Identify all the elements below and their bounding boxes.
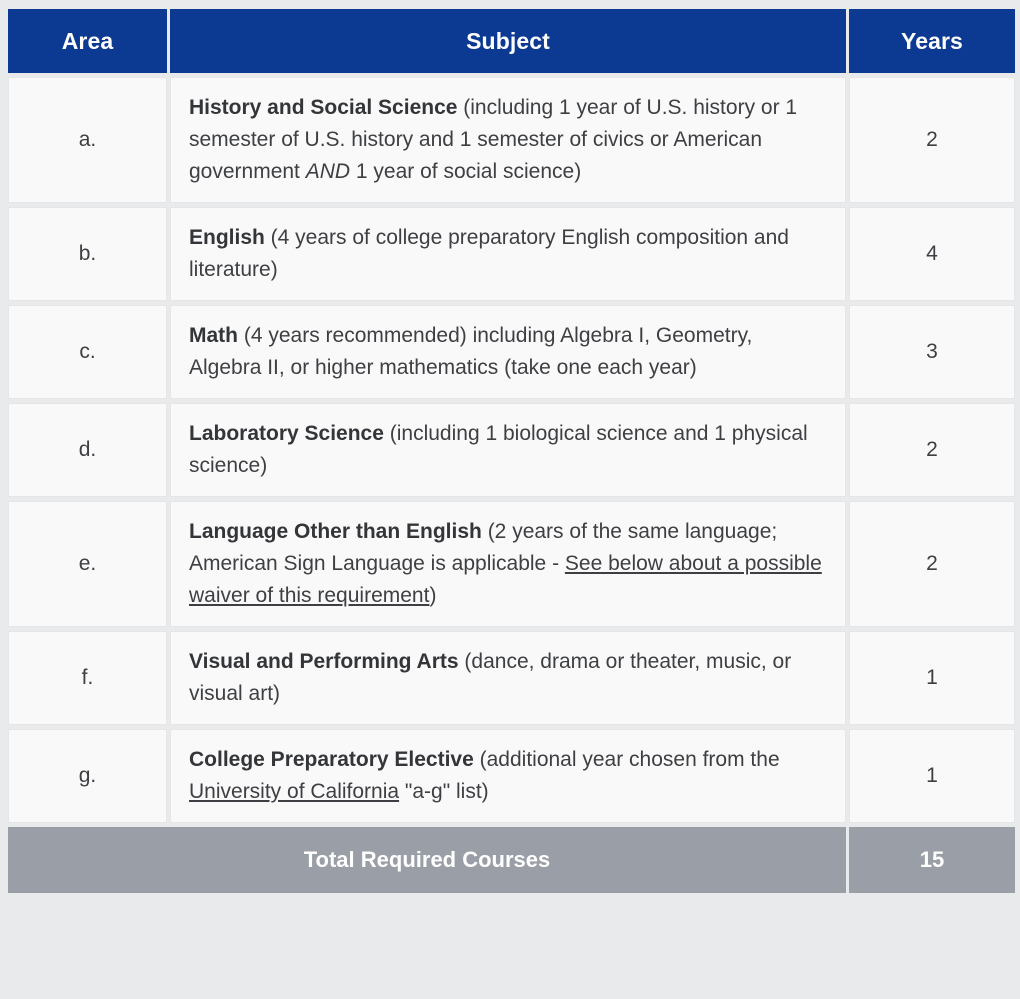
subject-description <box>170 305 846 399</box>
subject-detail-cont: "a-g" list) <box>399 780 489 803</box>
university-of-california-link[interactable]: University of California <box>189 780 400 803</box>
subject-detail: (dance, drama or theater, music, or visual art) <box>189 650 792 705</box>
course-requirements-table <box>5 5 1018 897</box>
total-required-courses-value: 15 <box>849 827 1015 893</box>
column-header-area: Area <box>8 9 167 73</box>
table-body <box>8 77 1015 823</box>
table-header <box>8 9 1015 73</box>
area-label: c. <box>8 305 167 399</box>
subject-detail: (additional year chosen from the <box>473 748 780 771</box>
subject-detail-cont: 1 year of social science) <box>350 160 582 183</box>
years-value: 4 <box>849 207 1015 301</box>
subject-emphasis: AND <box>305 160 351 183</box>
table-row <box>8 501 1015 627</box>
table-row <box>8 403 1015 497</box>
area-label: a. <box>8 77 167 203</box>
subject-title: Laboratory Science <box>189 422 384 445</box>
subject-title: Visual and Performing Arts <box>189 650 459 673</box>
years-value: 2 <box>849 501 1015 627</box>
years-value: 2 <box>849 77 1015 203</box>
footer-row <box>8 827 1015 893</box>
table-row <box>8 77 1015 203</box>
subject-description <box>170 403 846 497</box>
area-label: d. <box>8 403 167 497</box>
subject-detail: (including 1 year of U.S. history or 1 semester of U.S. history and 1 semester of civics or American government <box>189 96 798 183</box>
subject-title: History and Social Science <box>189 96 458 119</box>
waiver-link[interactable]: See below about a possible waiver of this requirement <box>189 552 822 607</box>
subject-detail: (4 years of college preparatory English composition and literature) <box>189 226 789 281</box>
subject-description <box>170 729 846 823</box>
subject-detail-cont: ) <box>429 584 437 607</box>
column-header-subject: Subject <box>170 9 846 73</box>
subject-detail: (including 1 biological science and 1 physical science) <box>189 422 808 477</box>
area-label: e. <box>8 501 167 627</box>
subject-detail: (4 years recommended) including Algebra I, Geometry, Algebra II, or higher mathematics (take one each year) <box>189 324 753 379</box>
years-value: 2 <box>849 403 1015 497</box>
subject-title: Language Other than English <box>189 520 482 543</box>
subject-description <box>170 207 846 301</box>
years-value: 1 <box>849 729 1015 823</box>
table-footer <box>8 827 1015 893</box>
subject-description <box>170 631 846 725</box>
subject-title: Math <box>189 324 238 347</box>
table-row <box>8 207 1015 301</box>
table-row <box>8 305 1015 399</box>
area-label: b. <box>8 207 167 301</box>
area-label: g. <box>8 729 167 823</box>
years-value: 3 <box>849 305 1015 399</box>
total-required-courses-label: Total Required Courses <box>8 827 846 893</box>
subject-title: English <box>189 226 265 249</box>
table-row <box>8 729 1015 823</box>
subject-title: College Preparatory Elective <box>189 748 474 771</box>
table-row <box>8 631 1015 725</box>
area-label: f. <box>8 631 167 725</box>
years-value: 1 <box>849 631 1015 725</box>
header-row <box>8 9 1015 73</box>
subject-detail: (2 years of the same language; American Sign Language is applicable - <box>189 520 778 575</box>
column-header-years: Years <box>849 9 1015 73</box>
subject-description <box>170 77 846 203</box>
subject-description <box>170 501 846 627</box>
